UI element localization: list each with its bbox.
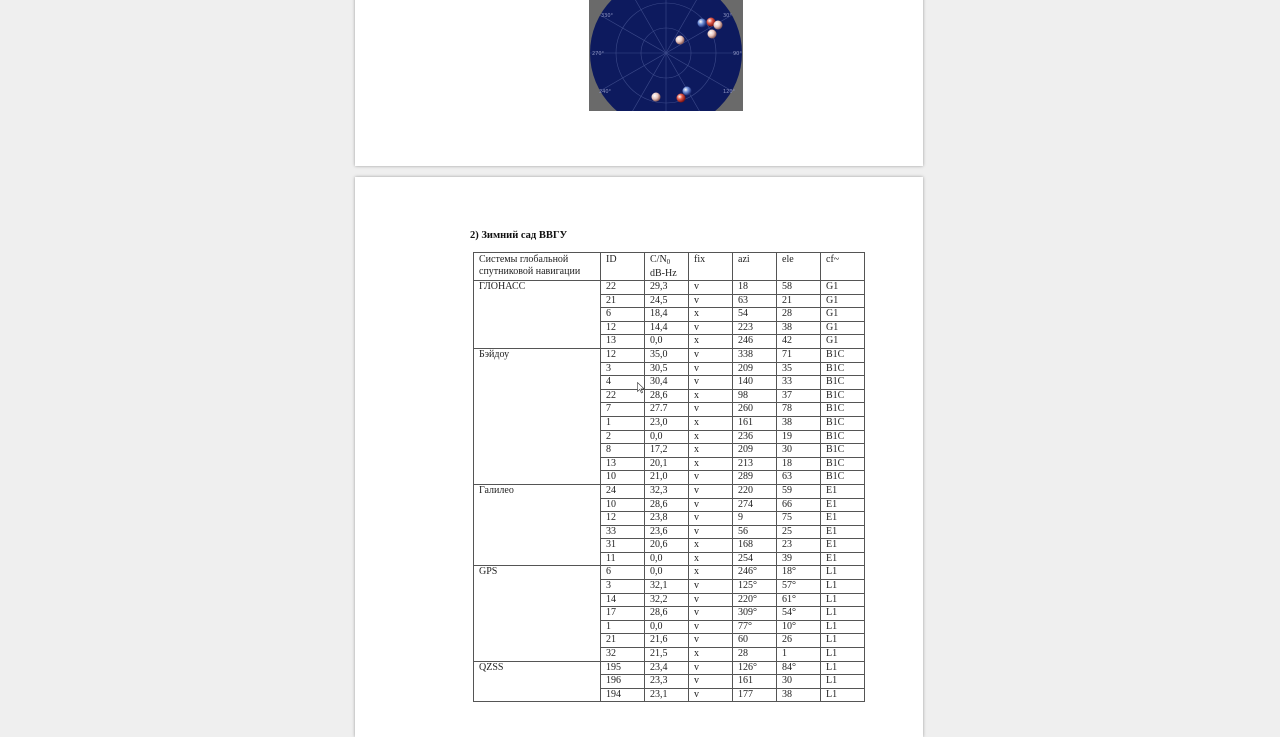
cf-cell: E1 [821,512,865,526]
ele-cell: 78 [777,403,821,417]
cn0-cell: 30,4 [645,376,689,390]
azi-cell: 209 [733,444,777,458]
azi-cell: 246° [733,566,777,580]
ele-cell: 42 [777,335,821,349]
cf-cell: B1C [821,362,865,376]
azi-cell: 161 [733,416,777,430]
cf-cell: B1C [821,430,865,444]
cn0-cell: 35,0 [645,348,689,362]
cn0-cell: 23,0 [645,416,689,430]
satellite-marker [676,36,685,45]
cn0-cell: 28,6 [645,498,689,512]
cf-cell: B1C [821,444,865,458]
id-cell: 33 [601,525,645,539]
fix-cell: x [689,444,733,458]
cn0-cell: 20,6 [645,539,689,553]
azi-cell: 18 [733,281,777,295]
azi-cell: 9 [733,512,777,526]
azi-cell: 338 [733,348,777,362]
satellite-marker [677,94,686,103]
gnss-satellite-table [473,252,865,702]
id-cell: 11 [601,552,645,566]
azi-cell: 236 [733,430,777,444]
cf-cell: G1 [821,335,865,349]
table-row [474,484,865,498]
skyplot-label-90: 90° [733,51,742,57]
id-cell: 24 [601,484,645,498]
cn0-cell: 21,5 [645,648,689,662]
ele-cell: 57° [777,580,821,594]
cn0-cell: 24,5 [645,294,689,308]
fix-cell: v [689,580,733,594]
ele-cell: 59 [777,484,821,498]
cf-cell: L1 [821,593,865,607]
header-cf: cf~ [821,253,865,281]
azi-cell: 28 [733,648,777,662]
table-row [474,566,865,580]
cn0-cell: 17,2 [645,444,689,458]
satellite-marker [698,19,707,28]
header-cn0 [645,253,689,281]
id-cell: 194 [601,688,645,702]
azi-cell: 168 [733,539,777,553]
fix-cell: x [689,457,733,471]
table-header-row [474,253,865,281]
fix-cell: v [689,593,733,607]
system-name-cell: ГЛОНАСС [474,281,601,349]
cf-cell: B1C [821,376,865,390]
mouse-cursor-icon [637,382,645,394]
ele-cell: 75 [777,512,821,526]
fix-cell: v [689,471,733,485]
id-cell: 22 [601,389,645,403]
satellite-marker [652,93,661,102]
cf-cell: B1C [821,416,865,430]
fix-cell: v [689,294,733,308]
fix-cell: v [689,321,733,335]
id-cell: 196 [601,675,645,689]
cf-cell: B1C [821,403,865,417]
cf-cell: B1C [821,471,865,485]
cn0-cell: 18,4 [645,308,689,322]
satellite-marker [708,30,717,39]
header-system-line-2: спутниковой навигации [479,266,581,277]
ele-cell: 66 [777,498,821,512]
system-name-cell: Бэйдоу [474,348,601,484]
ele-cell: 28 [777,308,821,322]
id-cell: 195 [601,661,645,675]
id-cell: 2 [601,430,645,444]
cn0-cell: 23,4 [645,661,689,675]
cn0-cell: 32,2 [645,593,689,607]
ele-cell: 38 [777,321,821,335]
cn0-cell: 23,3 [645,675,689,689]
cn0-cell: 21,0 [645,471,689,485]
id-cell: 31 [601,539,645,553]
id-cell: 14 [601,593,645,607]
header-azi: azi [733,253,777,281]
azi-cell: 77° [733,620,777,634]
fix-cell: v [689,661,733,675]
cn0-cell: 0,0 [645,335,689,349]
ele-cell: 35 [777,362,821,376]
azi-cell: 220° [733,593,777,607]
azi-cell: 213 [733,457,777,471]
cn0-cell: 32,3 [645,484,689,498]
cn0-cell: 0,0 [645,430,689,444]
ele-cell: 54° [777,607,821,621]
ele-cell: 84° [777,661,821,675]
cf-cell: E1 [821,539,865,553]
cf-cell: L1 [821,607,865,621]
ele-cell: 1 [777,648,821,662]
fix-cell: v [689,620,733,634]
cn0-cell: 21,6 [645,634,689,648]
cn0-cell: 30,5 [645,362,689,376]
azi-cell: 54 [733,308,777,322]
cf-cell: B1C [821,389,865,403]
cn0-cell: 0,0 [645,552,689,566]
azi-cell: 246 [733,335,777,349]
ele-cell: 39 [777,552,821,566]
header-system [474,253,601,281]
ele-cell: 19 [777,430,821,444]
azi-cell: 140 [733,376,777,390]
skyplot-label-120: 120° [723,89,736,95]
satellite-skyplot-image [589,0,743,111]
id-cell: 32 [601,648,645,662]
cf-cell: B1C [821,348,865,362]
ele-cell: 38 [777,688,821,702]
header-fix: fix [689,253,733,281]
azi-cell: 177 [733,688,777,702]
cf-cell: E1 [821,552,865,566]
azi-cell: 223 [733,321,777,335]
ele-cell: 21 [777,294,821,308]
id-cell: 21 [601,294,645,308]
fix-cell: x [689,566,733,580]
cf-cell: G1 [821,321,865,335]
cf-cell: L1 [821,634,865,648]
cf-cell: B1C [821,457,865,471]
azi-cell: 309° [733,607,777,621]
fix-cell: v [689,362,733,376]
document-page-2 [355,177,923,737]
table-row [474,661,865,675]
system-name-cell: QZSS [474,661,601,702]
azi-cell: 274 [733,498,777,512]
id-cell: 3 [601,580,645,594]
azi-cell: 56 [733,525,777,539]
fix-cell: x [689,648,733,662]
ele-cell: 33 [777,376,821,390]
ele-cell: 25 [777,525,821,539]
fix-cell: x [689,335,733,349]
id-cell: 6 [601,308,645,322]
azi-cell: 161 [733,675,777,689]
fix-cell: v [689,634,733,648]
id-cell: 7 [601,403,645,417]
cf-cell: L1 [821,688,865,702]
fix-cell: x [689,552,733,566]
ele-cell: 26 [777,634,821,648]
header-cn0-label: C/N [650,254,667,265]
azi-cell: 209 [733,362,777,376]
ele-cell: 58 [777,281,821,295]
cn0-cell: 32,1 [645,580,689,594]
table-body [474,281,865,702]
section-title: 2) Зимний сад ВВГУ [470,230,568,241]
system-name-cell: GPS [474,566,601,661]
ele-cell: 30 [777,675,821,689]
fix-cell: v [689,525,733,539]
id-cell: 3 [601,362,645,376]
fix-cell: x [689,308,733,322]
id-cell: 1 [601,620,645,634]
cf-cell: L1 [821,580,865,594]
azi-cell: 260 [733,403,777,417]
fix-cell: v [689,498,733,512]
cf-cell: G1 [821,308,865,322]
cf-cell: L1 [821,675,865,689]
cn0-cell: 0,0 [645,566,689,580]
id-cell: 21 [601,634,645,648]
system-name-cell: Галилео [474,484,601,566]
azi-cell: 63 [733,294,777,308]
ele-cell: 10° [777,620,821,634]
cn0-cell: 23,1 [645,688,689,702]
cf-cell: E1 [821,525,865,539]
cn0-cell: 28,6 [645,607,689,621]
skyplot-label-30: 30° [723,13,732,19]
azi-cell: 60 [733,634,777,648]
fix-cell: v [689,281,733,295]
id-cell: 13 [601,335,645,349]
fix-cell: x [689,416,733,430]
fix-cell: x [689,539,733,553]
cf-cell: L1 [821,661,865,675]
id-cell: 12 [601,348,645,362]
azi-cell: 98 [733,389,777,403]
id-cell: 22 [601,281,645,295]
cf-cell: G1 [821,281,865,295]
id-cell: 4 [601,376,645,390]
header-cn0-subscript: 0 [666,258,671,266]
cf-cell: E1 [821,484,865,498]
id-cell: 6 [601,566,645,580]
id-cell: 12 [601,512,645,526]
cn0-cell: 20,1 [645,457,689,471]
cf-cell: G1 [821,294,865,308]
ele-cell: 61° [777,593,821,607]
fix-cell: x [689,430,733,444]
table-row [474,281,865,295]
id-cell: 10 [601,471,645,485]
fix-cell: v [689,675,733,689]
cn0-cell: 14,4 [645,321,689,335]
cf-cell: L1 [821,648,865,662]
cf-cell: L1 [821,620,865,634]
ele-cell: 18° [777,566,821,580]
satellite-marker [714,21,723,30]
azi-cell: 125° [733,580,777,594]
cf-cell: L1 [821,566,865,580]
id-cell: 17 [601,607,645,621]
azi-cell: 289 [733,471,777,485]
skyplot-graphic [589,0,743,111]
fix-cell: v [689,484,733,498]
ele-cell: 18 [777,457,821,471]
header-system-line-1: Системы глобальной [479,254,569,265]
azi-cell: 126° [733,661,777,675]
ele-cell: 38 [777,416,821,430]
ele-cell: 63 [777,471,821,485]
header-id: ID [601,253,645,281]
fix-cell: v [689,512,733,526]
cn0-cell: 23,6 [645,525,689,539]
fix-cell: v [689,403,733,417]
cn0-cell: 27.7 [645,403,689,417]
cn0-cell: 29,3 [645,281,689,295]
skyplot-label-240: 240° [599,89,612,95]
cn0-cell: 23,8 [645,512,689,526]
header-ele: ele [777,253,821,281]
satellite-marker [683,87,692,96]
header-cn0-unit: dB-Hz [650,268,677,279]
cn0-cell: 28,6 [645,389,689,403]
skyplot-label-330: 330° [601,13,614,19]
id-cell: 12 [601,321,645,335]
id-cell: 1 [601,416,645,430]
fix-cell: v [689,376,733,390]
id-cell: 13 [601,457,645,471]
ele-cell: 37 [777,389,821,403]
skyplot-label-270: 270° [592,51,605,57]
ele-cell: 30 [777,444,821,458]
fix-cell: v [689,688,733,702]
id-cell: 10 [601,498,645,512]
fix-cell: x [689,389,733,403]
azi-cell: 254 [733,552,777,566]
document-page-1 [355,0,923,166]
azi-cell: 220 [733,484,777,498]
ele-cell: 71 [777,348,821,362]
table-row [474,348,865,362]
fix-cell: v [689,607,733,621]
cf-cell: E1 [821,498,865,512]
fix-cell: v [689,348,733,362]
cn0-cell: 0,0 [645,620,689,634]
ele-cell: 23 [777,539,821,553]
id-cell: 8 [601,444,645,458]
